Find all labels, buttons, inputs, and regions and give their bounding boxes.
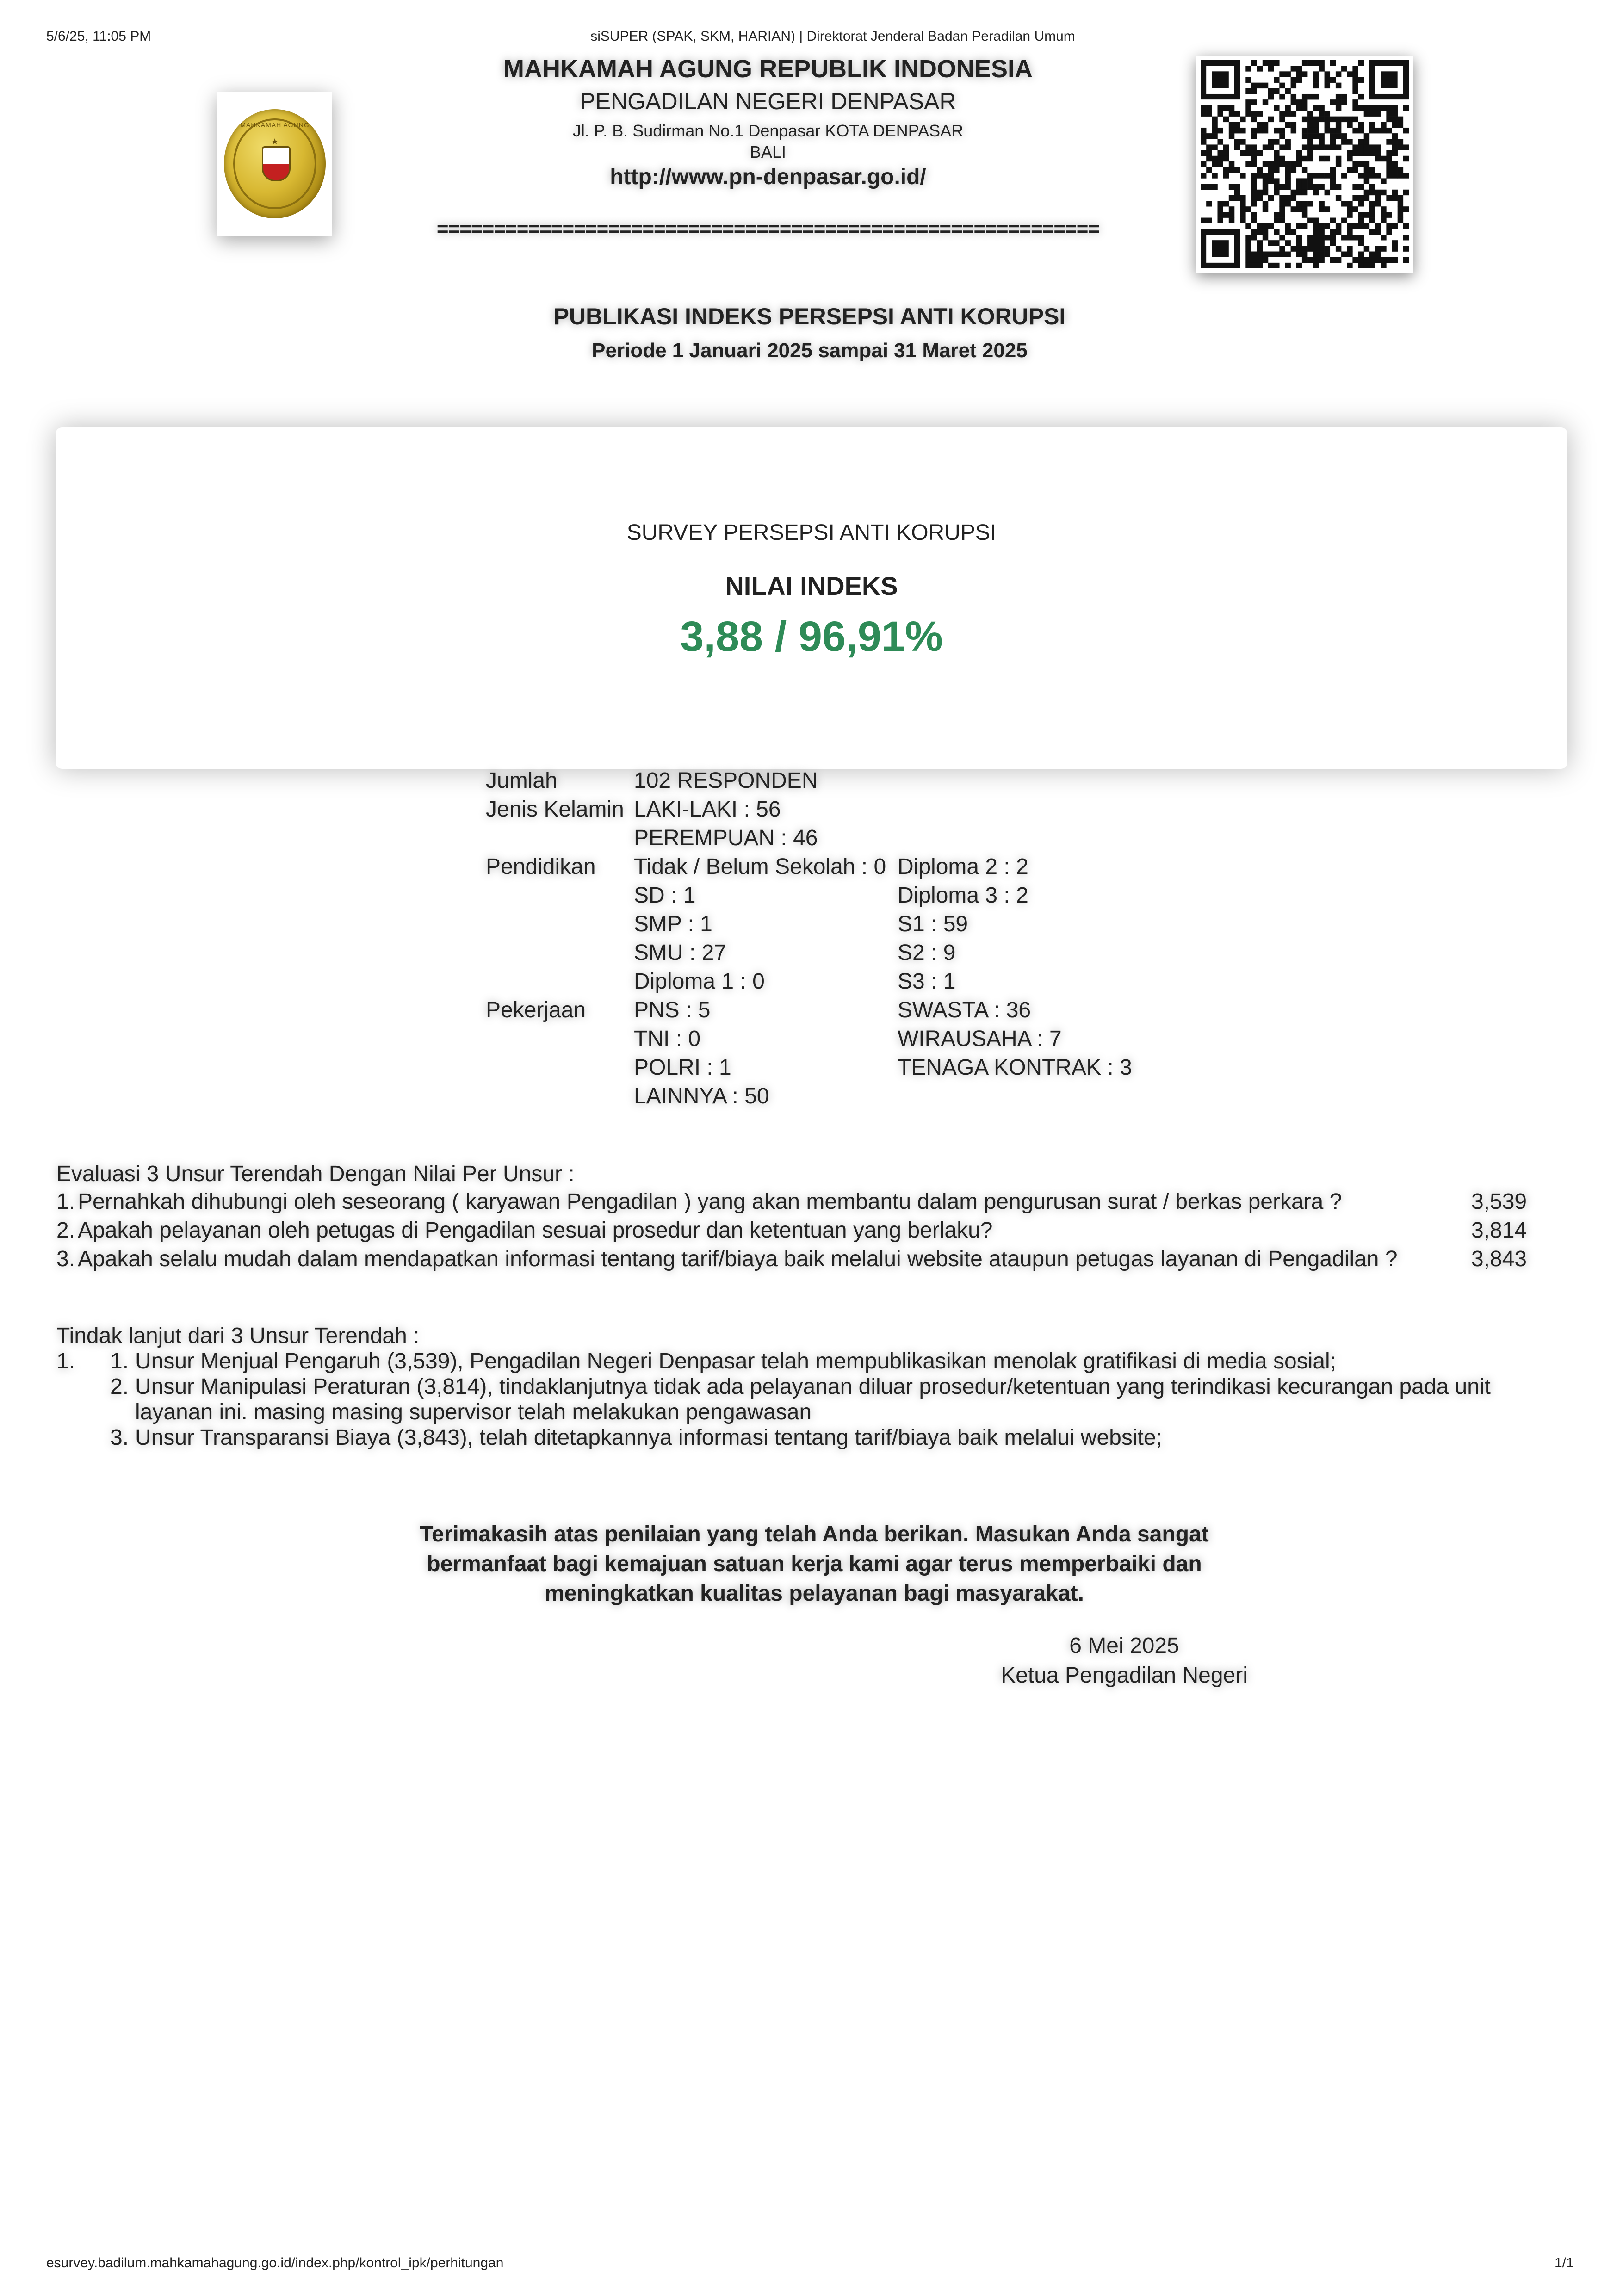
evaluation-item-number: 1.	[56, 1189, 75, 1214]
evaluation-item-score: 3,843	[1471, 1247, 1527, 1271]
education-item: SD : 1	[634, 883, 696, 908]
closing-line: bermanfaat bagi kemajuan satuan kerja kami agar terus memperbaiki dan	[427, 1552, 1202, 1576]
index-label: NILAI INDEKS	[725, 571, 898, 600]
education-item: Diploma 1 : 0	[634, 969, 765, 994]
signature-date: 6 Mei 2025	[1069, 1634, 1179, 1658]
court-address: Jl. P. B. Sudirman No.1 Denpasar KOTA DENPASAR	[572, 121, 964, 140]
occupation-item: WIRAUSAHA : 7	[898, 1027, 1062, 1051]
education-item: S1 : 59	[898, 912, 968, 936]
education-label: Pendidikan	[486, 854, 596, 879]
gender-label: Jenis Kelamin	[486, 797, 624, 822]
followup-heading: Tindak lanjut dari 3 Unsur Terendah :	[56, 1324, 420, 1348]
education-item: SMU : 27	[634, 941, 727, 965]
followup-item-text: Unsur Transparansi Biaya (3,843), telah ditetapkannya informasi tentang tarif/biaya baik melalui website;	[135, 1425, 1162, 1450]
evaluation-item-score: 3,539	[1471, 1189, 1527, 1214]
evaluation-item-number: 2.	[56, 1218, 75, 1243]
gender-male: LAKI-LAKI : 56	[634, 797, 781, 822]
institution-name: MAHKAMAH AGUNG REPUBLIK INDONESIA	[503, 55, 1033, 83]
seal-emblem	[224, 109, 326, 218]
education-item: Tidak / Belum Sekolah : 0	[634, 854, 886, 879]
count-label: Jumlah	[486, 768, 558, 793]
qr-code	[1196, 56, 1413, 273]
occupation-item: PNS : 5	[634, 998, 711, 1022]
education-item: SMP : 1	[634, 912, 712, 936]
print-footer-url: esurvey.badilum.mahkamahagung.go.id/index.php/kontrol_ipk/perhitungan	[46, 2255, 504, 2271]
followup-item-text-continued: layanan ini. masing masing supervisor telah melakukan pengawasan	[135, 1400, 812, 1424]
qr-code-icon	[1201, 60, 1409, 268]
followup-outer-number: 1.	[56, 1349, 75, 1374]
index-value: 3,88 / 96,91%	[680, 613, 943, 660]
print-page-number: 1/1	[1555, 2255, 1574, 2271]
print-page-title: siSUPER (SPAK, SKM, HARIAN) | Direktorat Jenderal Badan Peradilan Umum	[590, 29, 1075, 44]
followup-item-number: 2.	[110, 1374, 129, 1399]
education-item: Diploma 3 : 2	[898, 883, 1028, 908]
survey-label: SURVEY PERSEPSI ANTI KORUPSI	[626, 520, 997, 545]
evaluation-item-text: Apakah pelayanan oleh petugas di Pengadilan sesuai prosedur dan ketentuan yang berlaku?	[78, 1218, 993, 1243]
occupation-item: LAINNYA : 50	[634, 1084, 769, 1108]
seal-text: MAHKAMAH AGUNG	[240, 121, 310, 129]
followup-item-number: 3.	[110, 1425, 129, 1450]
seal-star-icon: ★	[271, 137, 279, 146]
letterhead-divider: ==========================================================	[436, 217, 1100, 240]
signatory-title: Ketua Pengadilan Negeri	[1001, 1663, 1248, 1688]
occupation-item: POLRI : 1	[634, 1055, 731, 1080]
print-datetime: 5/6/25, 11:05 PM	[46, 29, 151, 44]
evaluation-heading: Evaluasi 3 Unsur Terendah Dengan Nilai Per Unsur :	[56, 1162, 575, 1186]
education-item: Diploma 2 : 2	[898, 854, 1028, 879]
evaluation-item-number: 3.	[56, 1247, 75, 1271]
publication-title: PUBLIKASI INDEKS PERSEPSI ANTI KORUPSI	[553, 303, 1066, 329]
closing-line: Terimakasih atas penilaian yang telah Anda berikan. Masukan Anda sangat	[420, 1522, 1209, 1547]
occupation-item: TNI : 0	[634, 1027, 701, 1051]
evaluation-item-text: Pernahkah dihubungi oleh seseorang ( karyawan Pengadilan ) yang akan membantu dalam pengurusan surat / berkas perkara ?	[78, 1189, 1342, 1214]
court-name: PENGADILAN NEGERI DENPASAR	[580, 88, 956, 114]
occupation-item: SWASTA : 36	[898, 998, 1031, 1022]
publication-period: Periode 1 Januari 2025 sampai 31 Maret 2025	[592, 339, 1028, 362]
occupation-item: TENAGA KONTRAK : 3	[898, 1055, 1132, 1080]
court-seal-logo	[217, 92, 332, 236]
court-province: BALI	[750, 142, 787, 161]
court-website-link[interactable]: http://www.pn-denpasar.go.id/	[610, 165, 926, 189]
evaluation-item-text: Apakah selalu mudah dalam mendapatkan informasi tentang tarif/biaya baik melalui website ataupun petugas layanan di Pengadilan ?	[78, 1247, 1398, 1271]
gender-female: PEREMPUAN : 46	[634, 826, 818, 850]
closing-message	[365, 1520, 1263, 1609]
index-card	[56, 427, 1567, 769]
education-item: S2 : 9	[898, 941, 956, 965]
followup-item-number: 1.	[110, 1349, 129, 1374]
evaluation-item-score: 3,814	[1471, 1218, 1527, 1243]
seal-shield-icon	[262, 146, 291, 181]
education-item: S3 : 1	[898, 969, 956, 994]
closing-line: meningkatkan kualitas pelayanan bagi masyarakat.	[545, 1581, 1084, 1606]
followup-item-text: Unsur Manipulasi Peraturan (3,814), tindaklanjutnya tidak ada pelayanan diluar prosedur/ketentuan yang terindikasi kecurangan pada unit	[135, 1374, 1491, 1399]
occupation-label: Pekerjaan	[486, 998, 586, 1022]
count-value: 102 RESPONDEN	[634, 768, 818, 793]
followup-item-text: Unsur Menjual Pengaruh (3,539), Pengadilan Negeri Denpasar telah mempublikasikan menolak gratifikasi di media sosial;	[135, 1349, 1337, 1374]
